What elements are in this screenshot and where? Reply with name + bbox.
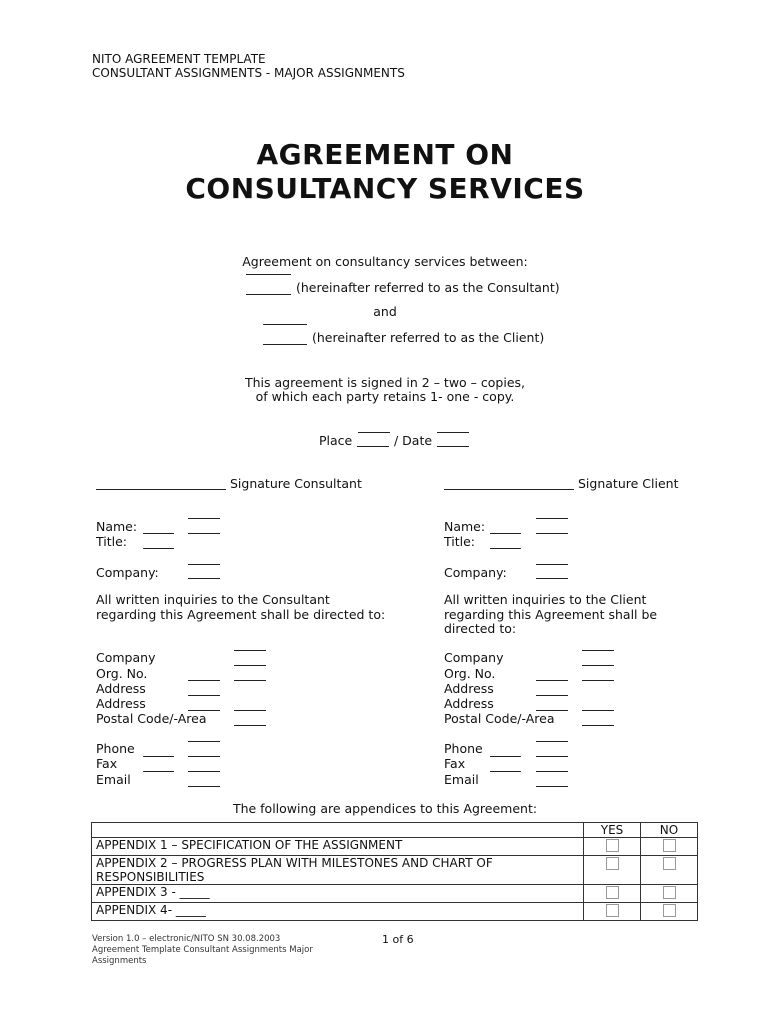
client-postal-blank[interactable] [582,725,614,726]
table-row [92,838,698,856]
client-phone-label: Phone [444,741,483,756]
consultant-postal-label: Postal Code/-Area [96,711,207,726]
appendix-1-yes-checkbox[interactable] [606,839,619,852]
title-line-2: CONSULTANCY SERVICES [185,172,585,205]
appendix-3-no-checkbox[interactable] [663,886,676,899]
intro-client: (hereinafter referred to as the Client) [312,330,545,345]
rule [234,710,266,711]
blank-client[interactable] [263,344,307,345]
client-company-blank[interactable] [536,578,568,579]
rule [234,680,266,681]
footer-version: Version 1.0 – electronic/NITO SN 30.08.2003 [92,934,281,944]
date-blank-top[interactable] [437,432,469,433]
appendix-2-no-cell [641,856,698,885]
blank-client-name[interactable] [263,324,307,325]
consultant-title-label: Title: [96,534,127,549]
consultant-org-label: Org. No. [96,666,148,681]
signature-client-label: Signature Client [578,476,679,491]
appendix-1-no-cell [641,838,698,856]
consultant-phone-blank[interactable] [143,756,174,757]
page-number: 1 of 6 [382,933,414,946]
table-row [92,885,698,903]
consultant-phone-label: Phone [96,741,135,756]
copies-line-1: This agreement is signed in 2 – two – copies, [244,375,525,390]
appendices-header-row [92,823,698,838]
footer-doc: Agreement Template Consultant Assignments Major [92,945,313,955]
place-blank-top[interactable] [358,432,390,433]
rule [536,564,568,565]
appendix-4-no-checkbox[interactable] [663,904,676,917]
client-postal-label: Postal Code/-Area [444,711,555,726]
rule [234,650,266,651]
appendix-3-yes-cell [584,885,641,903]
consultant-address2-label: Address [96,696,146,711]
footer-doc-2: Assignments [92,956,147,966]
title-line-1: AGREEMENT ON [256,138,514,171]
intro-between: Agreement on consultancy services between: [242,254,528,269]
consultant-inquiries: All written inquiries to the Consultant regarding this Agreement shall be directed to: [96,592,386,622]
appendix-2-yes-cell [584,856,641,885]
appendices-table [91,822,698,921]
client-name-label: Name: [444,519,486,534]
rule [188,741,220,742]
header-line-2: CONSULTANT ASSIGNMENTS - MAJOR ASSIGNMENTS [92,66,405,80]
blank-consultant[interactable] [246,294,291,295]
table-row [92,903,698,921]
yes-header: YES [584,823,641,838]
rule [188,771,220,772]
consultant-title-blank[interactable] [143,548,174,549]
place-label: Place [319,433,353,448]
consultant-company-label: Company: [96,565,159,580]
client-fax-blank[interactable] [490,771,521,772]
signature-consultant-line[interactable] [96,489,226,490]
consultant-postal-blank[interactable] [234,725,266,726]
appendix-4-no-cell [641,903,698,921]
rule [536,771,568,772]
rule [188,518,220,519]
client-company2-blank[interactable] [582,665,614,666]
appendix-2-yes-checkbox[interactable] [606,857,619,870]
consultant-company2-blank[interactable] [234,665,266,666]
client-org-blank[interactable] [536,680,568,681]
intro-and: and [373,304,397,319]
rule [582,710,614,711]
signature-client-line[interactable] [444,489,574,490]
intro-consultant: (hereinafter referred to as the Consultant) [296,280,560,295]
rule [536,741,568,742]
rule [536,533,568,534]
appendix-2-no-checkbox[interactable] [663,857,676,870]
appendix-1-yes-cell [584,838,641,856]
consultant-fax-label: Fax [96,756,118,771]
appendix-1-no-checkbox[interactable] [663,839,676,852]
header-line-1: NITO AGREEMENT TEMPLATE [92,52,266,66]
signature-consultant-label: Signature Consultant [230,476,362,491]
appendix-3-label: APPENDIX 3 - _____ [92,885,584,903]
rule [188,756,220,757]
client-inquiries: All written inquiries to the Client regarding this Agreement shall be directed to: [444,592,658,636]
rule [536,518,568,519]
rule [188,564,220,565]
consultant-address1-label: Address [96,681,146,696]
client-company-label: Company: [444,565,507,580]
consultant-email-label: Email [96,772,131,787]
client-address2-label: Address [444,696,494,711]
client-email-label: Email [444,772,479,787]
client-email-blank[interactable] [536,786,568,787]
place-blank[interactable] [357,446,389,447]
no-header: NO [641,823,698,838]
rule [582,680,614,681]
client-org-label: Org. No. [444,666,496,681]
consultant-company2-label: Company [96,650,156,665]
table-row [92,856,698,885]
consultant-name-label: Name: [96,519,138,534]
date-blank[interactable] [437,446,469,447]
client-title-label: Title: [444,534,475,549]
client-company2-label: Company [444,650,504,665]
rule [536,756,568,757]
consultant-org-blank[interactable] [188,680,220,681]
client-fax-label: Fax [444,756,466,771]
rule [582,650,614,651]
appendix-4-yes-checkbox[interactable] [606,904,619,917]
rule [188,533,220,534]
header-blank-cell [92,823,584,838]
appendix-3-yes-checkbox[interactable] [606,886,619,899]
appendix-4-label: APPENDIX 4- _____ [92,903,584,921]
consultant-name-blank[interactable] [143,533,174,534]
copies-line-2: of which each party retains 1- one - copy. [255,389,515,404]
consultant-fax-blank[interactable] [143,771,174,772]
client-phone-blank[interactable] [490,756,521,757]
consultant-email-blank[interactable] [188,786,220,787]
appendix-2-label: APPENDIX 2 – PROGRESS PLAN WITH MILESTONES AND CHART OF RESPONSIBILITIES [92,856,584,885]
consultant-address1-blank[interactable] [188,695,220,696]
client-address1-blank[interactable] [536,695,568,696]
client-address1-label: Address [444,681,494,696]
appendix-4-yes-cell [584,903,641,921]
date-label: / Date [394,433,433,448]
blank-consultant-name[interactable] [246,274,291,275]
appendix-3-no-cell [641,885,698,903]
appendices-intro: The following are appendices to this Agreement: [232,801,538,816]
client-title-blank[interactable] [490,548,521,549]
appendix-1-label: APPENDIX 1 – SPECIFICATION OF THE ASSIGNMENT [92,838,584,856]
client-name-blank[interactable] [490,533,521,534]
consultant-company-blank[interactable] [188,578,220,579]
